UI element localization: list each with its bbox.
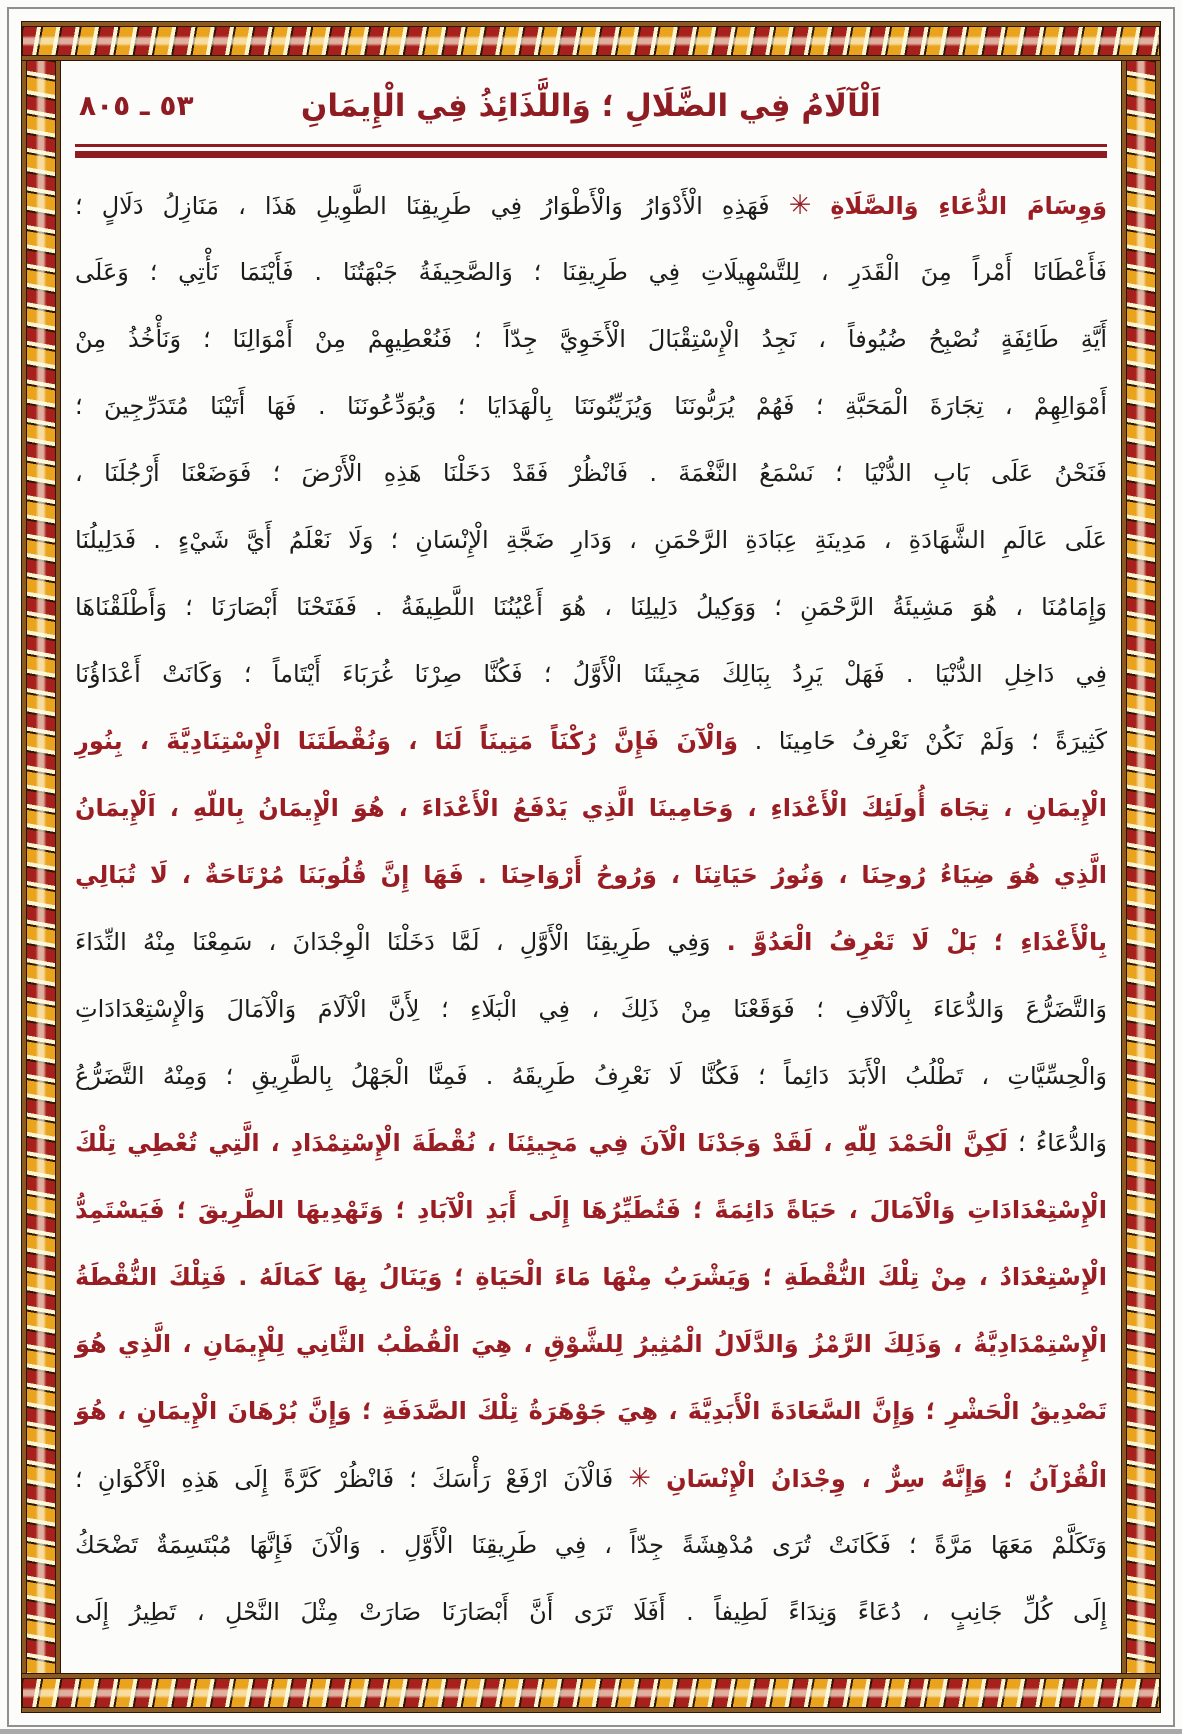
text-line xyxy=(75,1043,1107,1110)
text-line xyxy=(75,909,1107,976)
text-segment-black: فَنَحْنُ عَلَى بَابِ الدُّنْيَا ؛ نَسْمَعُ النَّغْمَةَ . فَانْظُرْ فَقَدْ دَخَلْنَا هَذِهِ الْأَرْضَ ؛ فَوَضَعْنَا أَرْجُلَنَا ، xyxy=(75,459,1107,487)
text-line xyxy=(75,641,1107,708)
text-line xyxy=(75,373,1107,440)
text-line xyxy=(75,1378,1107,1445)
scan-bottom-edge xyxy=(0,1729,1182,1734)
text-segment-red: الْقُرْآنُ ؛ وَإِنَّهُ سِرٌّ ، وِجْدَانُ الْإِنْسَانِ xyxy=(666,1465,1107,1493)
text-segment-black: وَتَكَلَّمْ مَعَهَا مَرَّةً ؛ فَكَانَتْ تُرَى مُدْهِشَةً جِدّاً ، فِي طَرِيقِنَا الْأَوَّلِ . وَالْآنَ فَإِنَّهَا مُبْتَسِمَةٌ تَضْحَكُ xyxy=(75,1531,1107,1559)
page-content xyxy=(62,60,1120,1674)
text-line xyxy=(75,1244,1107,1311)
text-line xyxy=(75,842,1107,909)
text-line xyxy=(75,976,1107,1043)
text-line xyxy=(75,1177,1107,1244)
text-segment-black: أَيَّةِ طَائِفَةٍ نُصْبِحُ ضُيُوفاً ، نَجِدُ الْإِسْتِقْبَالَ الْأَخَوِيَّ جِدّاً ؛ فَنُعْطِيهِمْ مِنْ أَمْوَالِنَا ؛ وَنَأْخُذُ مِنْ xyxy=(75,325,1107,353)
text-segment-black: وَالدُّعَاءُ ؛ xyxy=(1018,1129,1107,1157)
ornamental-border-bottom xyxy=(22,1674,1160,1712)
text-line xyxy=(75,239,1107,306)
text-segment-black: وَالتَّضَرُّعَ وَالدُّعَاءَ بِالْآلَافِ ؛ فَوَقَعْنَا مِنْ ذَلِكَ ، فِي الْبَلَاءِ ؛ لِأَنَّ الْآلَامَ وَالْآمَالَ وَالْإِسْتِعْدَادَاتِ xyxy=(75,995,1107,1023)
page-title: اَلْآلَامُ فِي الضَّلَالِ ؛ وَاللَّذَائِذُ فِي الْإِيمَانِ xyxy=(300,88,882,124)
rosette-ornament-icon: ✳ xyxy=(628,1463,651,1494)
text-segment-red: الْإِسْتِعْدَادُ ، مِنْ تِلْكَ النُّقْطَةِ ؛ وَيَشْرَبُ مِنْهَا مَاءَ الْحَيَاةِ ؛ وَيَنَالُ بِهَا كَمَالَهُ . فَتِلْكَ النُّقْطَةُ xyxy=(75,1263,1107,1291)
text-segment-black: أَمْوَالِهِمْ ، تِجَارَةَ الْمَحَبَّةِ ؛ فَهُمْ يُرَبُّونَنَا وَيُزَيِّنُونَنَا بِالْهَدَايَا ؛ وَيُوَدِّعُونَنَا . فَهَا أَتَيْنَا مُتَدَرِّجِينَ ؛ xyxy=(75,392,1107,420)
rosette-ornament-icon: ✳ xyxy=(788,190,812,221)
text-segment-black: إِلَى كُلِّ جَانِبٍ ، دُعَاءً وَنِدَاءً لَطِيفاً . أَفَلَا تَرَى أَنَّ أَبْصَارَنَا صَارَتْ مِثْلَ النَّحْلِ ، تَطِيرُ إِلَى xyxy=(75,1598,1107,1626)
text-line xyxy=(75,1311,1107,1378)
text-segment-black: فَهَذِهِ الْأَدْوَارُ وَالْأَطْوَارُ فِي طَرِيقِنَا الطَّوِيلِ هَذَا ، مَنَازِلُ دَلَالٍ ؛ xyxy=(75,192,770,220)
text-segment-red: بِالْأَعْدَاءِ ؛ بَلْ لَا تَعْرِفُ الْعَدُوَّ . xyxy=(726,928,1108,956)
text-segment-red: الْإِسْتِعْدَادَاتِ وَالْآمَالَ ، حَيَاةً دَائِمَةً ؛ فَتُطَيِّرُهَا إِلَى أَبَدِ الْآبَادِ ؛ وَتَهْدِيهَا الطَّرِيقَ ؛ فَيَسْتَمِدُّ xyxy=(75,1196,1107,1224)
text-segment-black: كَثِيرَةً ؛ وَلَمْ نَكُنْ نَعْرِفُ حَامِينَا . xyxy=(754,727,1108,755)
text-segment-red: الْإِيمَانِ ، تِجَاهَ أُولَئِكَ الْأَعْدَاءِ ، وَحَامِينَا الَّذِي يَدْفَعُ الْأَعْدَاءَ ، هُوَ الْإِيمَانُ بِاللّهِ ، اَلْإِيمَانُ xyxy=(75,794,1107,822)
text-line xyxy=(75,1512,1107,1579)
text-segment-red: تَصْدِيقُ الْحَشْرِ ؛ وَإِنَّ السَّعَادَةَ الْأَبَدِيَّةَ ، هِيَ جَوْهَرَةُ تِلْكَ الصَّدَفَةِ ؛ وَإِنَّ بُرْهَانَ الْإِيمَانِ ، هُوَ xyxy=(75,1397,1107,1425)
text-line xyxy=(75,708,1107,775)
text-segment-black: وَفِي طَرِيقِنَا الْأَوَّلِ ، لَمَّا دَخَلْنَا الْوِجْدَانَ ، سَمِعْنَا مِنْهُ النِّدَاءَ xyxy=(75,928,711,956)
text-segment-red: وَوِسَامَ الدُّعَاءِ وَالصَّلَاةِ xyxy=(830,192,1107,220)
text-segment-red: الَّذِي هُوَ ضِيَاءُ رُوحِنَا ، وَنُورُ حَيَاتِنَا ، وَرُوحُ أَرْوَاحِنَا . فَهَا إِنَّ قُلُوبَنَا مُرْتَاحَةٌ ، لَا تُبَالِي xyxy=(75,861,1107,889)
text-segment-black: وَإِمَامُنَا ، هُوَ مَشِيئَةُ الرَّحْمَنِ ؛ وَوَكِيلُ دَلِيلِنَا ، هُوَ أَعْيُنُنَا اللَّطِيفَةُ . فَفَتَحْنَا أَبْصَارَنَا ؛ وَأَطْلَقْنَاهَا xyxy=(75,593,1107,621)
text-segment-black: فَأَعْطَانَا أَمْراً مِنَ الْقَدَرِ ، لِلتَّسْهِيلَاتِ فِي طَرِيقِنَا ؛ وَالصَّحِيفَةُ جَبْهَتُنَا . فَأَيْنَمَا نَأْتِي ؛ وَعَلَى xyxy=(75,258,1107,286)
ornamental-border-right xyxy=(1122,22,1160,1712)
text-segment-black: وَالْحِسِّيَّاتِ ، تَطْلُبُ الْأَبَدَ دَائِماً ؛ فَكُنَّا لَا نَعْرِفُ طَرِيقَهُ . فَمِنَّا الْجَهْلُ بِالطَّرِيقِ ؛ وَمِنْهُ التَّضَرُّعُ xyxy=(75,1062,1107,1090)
text-segment-red: لَكِنَّ الْحَمْدَ لِلّهِ ، لَقَدْ وَجَدْنَا الْآنَ فِي مَجِيئِنَا ، نُقْطَةَ الْإِسْتِمْدَادِ ، الَّتِي تُعْطِي تِلْكَ xyxy=(75,1129,1008,1157)
text-line xyxy=(75,440,1107,507)
text-line xyxy=(75,172,1107,239)
text-segment-black: فَالْآنَ ارْفَعْ رَأْسَكَ ؛ فَانْظُرْ كَرَّةً إِلَى هَذِهِ الْأَكْوَانِ ؛ xyxy=(75,1465,614,1493)
text-line xyxy=(75,775,1107,842)
text-segment-red: الْإِسْتِمْدَادِيَّةُ ، وَذَلِكَ الرَّمْزُ وَالدَّلَالُ الْمُثِيرُ لِلشَّوْقِ ، هِيَ الْقُطْبُ الثَّانِي لِلْإِيمَانِ ، الَّذِي هُوَ xyxy=(75,1330,1107,1358)
page-header xyxy=(75,76,1107,136)
text-segment-black: عَلَى عَالَمِ الشَّهَادَةِ ، مَدِينَةِ عِبَادَةِ الرَّحْمَنِ ، وَدَارِ ضَجَّةِ الْإِنْسَانِ ؛ وَلَا نَعْلَمُ أَيَّ شَيْءٍ . فَدَلِيلُنَا xyxy=(75,526,1107,554)
ornamental-border-top xyxy=(22,22,1160,60)
ornamental-border-left xyxy=(22,22,60,1712)
text-line xyxy=(75,1445,1107,1512)
rule-thick xyxy=(75,151,1107,158)
text-line xyxy=(75,574,1107,641)
text-line xyxy=(75,507,1107,574)
text-segment-black: فِي دَاخِلِ الدُّنْيَا . فَهَلْ يَرِدُ بِبَالِكَ مَجِيئَنَا الْأَوَّلُ ؛ فَكُنَّا صِرْنَا غُرَبَاءَ أَيْتَاماً ؛ وَكَانَتْ أَعْدَاؤُنَا xyxy=(75,660,1107,688)
text-line xyxy=(75,1579,1107,1646)
text-line xyxy=(75,1110,1107,1177)
page-number: ٥٣ ـ ٨٠٥ xyxy=(79,89,194,122)
text-segment-red: وَالْآنَ فَإِنَّ رُكْنَاً مَتِينَاً لَنَا ، وَنُقْطَتَنَا الْإِسْتِنَادِيَّةَ ، بِنُورِ xyxy=(75,727,739,755)
header-double-rule xyxy=(75,144,1107,158)
body-text xyxy=(75,172,1107,1646)
text-line xyxy=(75,306,1107,373)
